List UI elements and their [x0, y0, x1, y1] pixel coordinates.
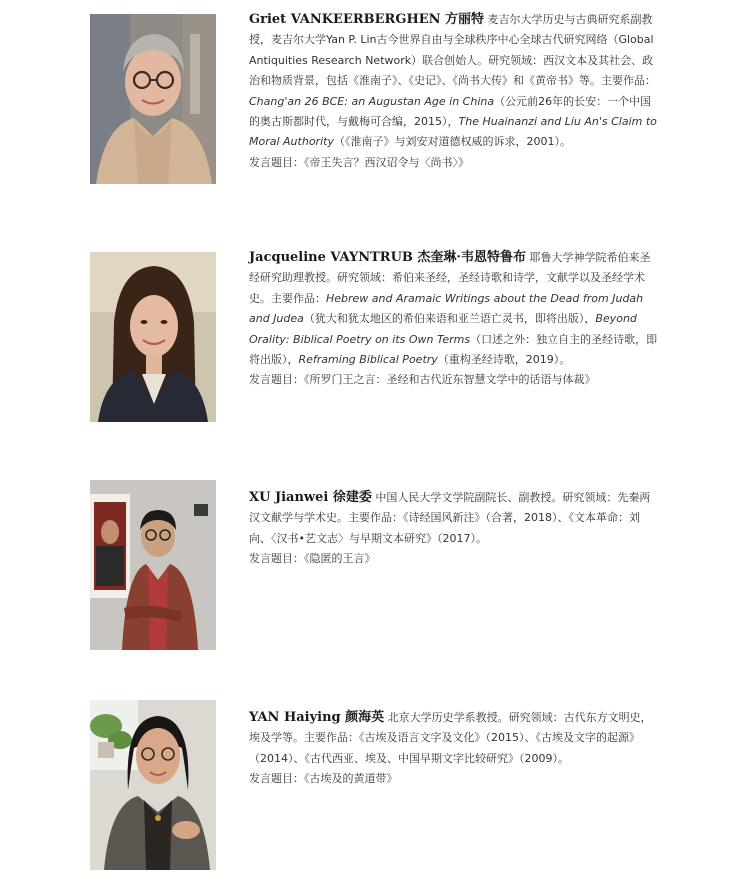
speaker-name: Griet VANKEERBERGHEN 方丽特: [249, 12, 485, 27]
speaker-photo: [90, 700, 216, 870]
speaker-name: XU Jianwei 徐建委: [249, 490, 372, 505]
talk-label: 发言题目：: [249, 373, 304, 387]
portrait-photo-icon: [90, 252, 216, 422]
bio-text: （重构圣经诗歌，2019）。: [437, 353, 571, 367]
bio-text: （口述之外：独立自主的圣经诗歌，即将出版），: [249, 332, 658, 367]
bio-text: 耶鲁大学神学院希伯来圣经研究助理教授。研究领域：希伯来圣经，圣经诗歌和诗学，文献学以及圣经学术史。主要作品：: [249, 251, 651, 305]
work-title: The Huainanzi and Liu An's Claim to Moral Authority: [249, 115, 657, 149]
portrait-photo-icon: [90, 700, 216, 870]
work-title: Hebrew and Aramaic Writings about the Dead from Judah and Judea: [249, 291, 644, 326]
speaker-name: Jacqueline VAYNTRUB 杰奎琳·韦恩特鲁布: [249, 250, 526, 265]
bio-text: 中国人民大学文学院副院长、副教授。研究领域：先秦两汉文献学与学术史。主要作品：《诗经国风新注》（合著，2018）、《文本革命：刘向、〈汉书•艺文志〉与早期文本研究》（2017）。: [249, 491, 651, 545]
talk-title: 《所罗门王之言：圣经和古代近东智慧文学中的话语与体裁》: [304, 373, 596, 387]
work-title: Chang'an 26 BCE: an Augustan Age in China: [249, 94, 495, 108]
speaker-photo: [90, 480, 216, 650]
speaker-bio: [249, 708, 661, 790]
talk-line: [249, 769, 661, 789]
speaker-bio: [249, 248, 661, 391]
talk-title: 《隐匿的王言》: [304, 552, 376, 566]
talk-label: 发言题目：: [249, 552, 304, 566]
talk-title: 《古埃及的黄道带》: [304, 772, 398, 786]
speaker-photo: [90, 252, 216, 422]
speaker-name: YAN Haiying 颜海英: [249, 710, 385, 725]
speaker-bio: [249, 10, 661, 173]
bio-text: 北京大学历史学系教授。研究领域：古代东方文明史，埃及学等。主要作品：《古埃及语言文字及文化》（2015）、《古埃及文字的起源》（2014）、《古代西亚、埃及、中国早期文字比较研究》（2009）。: [249, 711, 652, 765]
speaker-bio: [249, 488, 661, 570]
portrait-photo-icon: [90, 480, 216, 650]
talk-line: [249, 549, 661, 569]
talk-line: [249, 370, 661, 390]
speaker-photo: [90, 14, 216, 184]
bio-text: （公元前26年的长安：一个中国的奥古斯都时代，与戴梅可合编，2015），: [249, 94, 652, 129]
bio-text: 麦吉尔大学历史与古典研究系副教授，麦吉尔大学Yan P. Lin古今世界自由与全球秩序中心全球古代研究网络（Global Antiquities Research Network）联合创始人。研究领域：西汉文本及其社会、政治和物质背景，包括《淮南子》、《史记》、《尚书大传》和《黄帝书》等。主要作品：: [249, 13, 656, 88]
talk-label: 发言题目：: [249, 772, 304, 786]
bio-text: （犹大和犹太地区的希伯来语和亚兰语亡灵书，即将出版），: [303, 312, 596, 326]
bio-text: （《淮南子》与刘安对道德权威的诉求，2001）。: [333, 135, 571, 149]
talk-line: [249, 153, 661, 173]
portrait-photo-icon: [90, 14, 216, 184]
work-title: Beyond Orality: Biblical Poetry on its Own Terms: [249, 312, 637, 346]
talk-label: 发言题目：: [249, 155, 304, 169]
talk-title: 《帝王失言？西汉诏令与〈尚书〉》: [304, 155, 469, 169]
work-title: Reframing Biblical Poetry: [298, 353, 438, 367]
